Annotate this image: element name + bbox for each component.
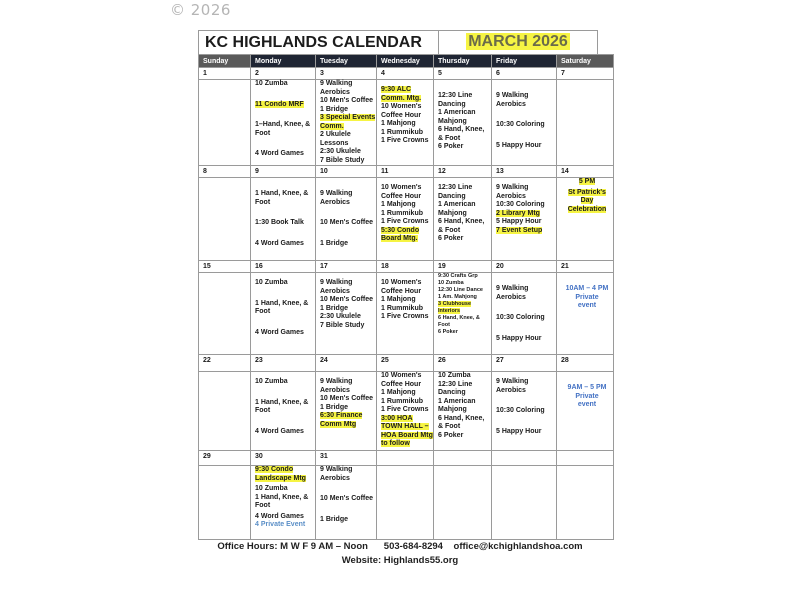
event-item: 1 American Mahjong [438, 201, 476, 217]
date-cell: 11 [377, 166, 434, 178]
event-item-highlighted: 2 Library Mtg [496, 209, 540, 217]
events-row [199, 372, 614, 451]
event-item: 1 Am. Mahjong [438, 294, 477, 300]
event-item: 1 Bridge [320, 515, 349, 523]
date-cell: 23 [251, 355, 316, 372]
day-events [377, 80, 434, 166]
event-item: 1 Bridge [320, 239, 349, 247]
copyright-watermark: © 2026 [170, 1, 231, 19]
day-events [492, 273, 557, 355]
event-item: 1 Hand, Knee, & Foot [255, 398, 309, 414]
event-item: 1 Hand, Knee, & Foot [255, 190, 309, 206]
date-cell: 2 [251, 68, 316, 80]
email-address[interactable]: office@kchighlandshoa.com [453, 541, 583, 552]
event-item: 9:30 Crafts Grp [438, 273, 478, 279]
event-item: 10 Men's Coffee [320, 495, 374, 502]
event-item: 5 Happy Hour [496, 141, 542, 149]
calendar-title: KC HIGHLANDS CALENDAR [199, 31, 439, 54]
event-item: 10 Zumba [255, 279, 288, 286]
event-item: 1 Bridge [320, 304, 349, 312]
event-item: 9 Walking Aerobics [496, 378, 529, 394]
phone-number: 503-684-8294 [383, 541, 443, 552]
event-item: 5 Happy Hour [496, 218, 542, 225]
event-item-highlighted: St Patrick's Day Celebration [567, 188, 607, 213]
day-events [199, 178, 251, 261]
event-item: 4 Word Games [255, 150, 304, 157]
event-item: 1 Hand, Knee, & Foot [255, 493, 309, 509]
header-tuesday: Tuesday [316, 55, 377, 68]
event-item: 12:30 Line Dancing [438, 380, 473, 396]
header-wednesday: Wednesday [377, 55, 434, 68]
event-item: 6 Hand, Knee, & Foot [438, 315, 480, 328]
event-item: 4 Word Games [255, 427, 304, 435]
day-events [316, 178, 377, 261]
event-item: 1 Mahjong [381, 296, 416, 303]
date-cell: 22 [199, 355, 251, 372]
events-row [199, 178, 614, 261]
event-item: 10 Zumba [255, 485, 288, 492]
event-item: 1 Rummikub [381, 128, 424, 136]
event-item: 9 Walking Aerobics [320, 80, 353, 96]
date-cell: 16 [251, 261, 316, 273]
date-cell: 6 [492, 68, 557, 80]
event-item: 5 Happy Hour [496, 427, 542, 435]
date-cell: 18 [377, 261, 434, 273]
event-item: 10 Women's Coffee Hour [381, 184, 422, 200]
event-item: 6 Poker [438, 329, 458, 335]
day-events [199, 273, 251, 355]
event-time-highlighted: 5 PM [578, 178, 596, 185]
event-item: 2:30 Ukulele [320, 148, 361, 155]
event-item: 1 Bridge [320, 403, 349, 411]
event-item: 1 Bridge [320, 105, 349, 113]
day-events [377, 466, 434, 540]
event-item: 1 Hand, Knee, & Foot [255, 299, 309, 315]
event-item: 12:30 Line Dancing [438, 92, 473, 108]
event-item: 1 Rummikub [381, 397, 424, 405]
date-cell: 28 [557, 355, 614, 372]
day-events [316, 80, 377, 166]
day-events [377, 178, 434, 261]
private-event-label: Private event [575, 392, 599, 408]
event-item: 9 Walking Aerobics [320, 466, 353, 482]
date-cell [434, 451, 492, 466]
event-item: 10:30 Coloring [496, 314, 545, 321]
date-cell: 15 [199, 261, 251, 273]
day-events [434, 80, 492, 166]
date-row [199, 68, 614, 80]
date-cell: 20 [492, 261, 557, 273]
day-events [316, 273, 377, 355]
event-item: 9 Walking Aerobics [496, 184, 529, 200]
event-item: 1–Hand, Knee, & Foot [255, 121, 311, 137]
private-event-item: 4 Private Event [255, 521, 306, 528]
private-event-label: Private event [575, 293, 599, 309]
day-events [434, 466, 492, 540]
day-events [557, 466, 614, 540]
day-events [377, 372, 434, 451]
date-cell: 8 [199, 166, 251, 178]
event-item: 6 Poker [438, 143, 464, 150]
date-row [199, 355, 614, 372]
date-cell: 9 [251, 166, 316, 178]
event-item-highlighted: 3 Clubhouse Interiors [438, 301, 472, 314]
event-item: 10 Zumba [255, 80, 288, 87]
event-item: 6 Hand, Knee, & Foot [438, 218, 485, 234]
date-cell: 12 [434, 166, 492, 178]
office-hours: Office Hours: M W F 9 AM – Noon [217, 541, 368, 552]
day-events [316, 372, 377, 451]
event-item: 9 Walking Aerobics [496, 92, 529, 108]
event-item: 10 Zumba [438, 280, 464, 286]
event-item-highlighted: 3 Special Events Comm. [320, 114, 376, 130]
date-row [199, 261, 614, 273]
day-events [251, 372, 316, 451]
event-item: 1 Five Crowns [381, 313, 429, 320]
day-events [434, 273, 492, 355]
event-item: 1 Mahjong [381, 120, 416, 127]
day-events [492, 466, 557, 540]
weekday-header-row [199, 55, 614, 68]
month-label: MARCH 2026 [468, 33, 568, 50]
events-row [199, 466, 614, 540]
day-events [377, 273, 434, 355]
event-item: 10 Women's Coffee Hour [381, 103, 422, 119]
calendar-grid [198, 54, 614, 540]
event-item: 9 Walking Aerobics [320, 279, 353, 295]
day-events [557, 273, 614, 355]
date-cell: 5 [434, 68, 492, 80]
date-cell: 24 [316, 355, 377, 372]
month-title [439, 31, 597, 54]
event-item-highlighted: 3:00 HOA TOWN HALL – HOA Board Mtg to follow [381, 414, 433, 447]
date-cell: 21 [557, 261, 614, 273]
footer-contact-line [0, 541, 800, 552]
footer-website[interactable]: Website: Highlands55.org [341, 555, 459, 566]
day-events [316, 466, 377, 540]
day-events [251, 273, 316, 355]
day-events [492, 372, 557, 451]
date-cell: 30 [251, 451, 316, 466]
date-row [199, 166, 614, 178]
header-friday: Friday [492, 55, 557, 68]
header-monday: Monday [251, 55, 316, 68]
event-item: 2 Ukulele Lessons [320, 131, 351, 147]
date-cell: 31 [316, 451, 377, 466]
event-item: 6 Hand, Knee, & Foot [438, 414, 485, 430]
header-saturday: Saturday [557, 55, 614, 68]
day-events [251, 178, 316, 261]
event-item: 10 Men's Coffee [320, 395, 374, 402]
event-item: 6 Poker [438, 431, 464, 439]
private-event-time: 9AM – 5 PM [567, 384, 607, 391]
event-item: 1 Rummikub [381, 304, 424, 312]
date-cell: 7 [557, 68, 614, 80]
event-item: 1 Five Crowns [381, 137, 429, 144]
calendar-title-box [198, 30, 598, 54]
date-cell: 14 [557, 166, 614, 178]
event-item: 6 Poker [438, 235, 464, 242]
event-item: 10 Women's Coffee Hour [381, 372, 422, 388]
event-item: 1 Five Crowns [381, 406, 429, 413]
day-events [557, 178, 614, 261]
date-cell: 19 [434, 261, 492, 273]
date-cell: 25 [377, 355, 434, 372]
event-item: 1 Mahjong [381, 389, 416, 396]
day-events [557, 80, 614, 166]
event-item: 10:30 Coloring [496, 121, 545, 128]
date-cell: 17 [316, 261, 377, 273]
event-item: 1 Mahjong [381, 201, 416, 208]
date-cell: 1 [199, 68, 251, 80]
day-events [199, 466, 251, 540]
events-row [199, 273, 614, 355]
event-item-highlighted: 5:30 Condo Board Mtg. [381, 226, 420, 242]
event-item: 10:30 Coloring [496, 407, 545, 414]
event-item: 1:30 Book Talk [255, 219, 304, 226]
event-item: 4 Word Games [255, 239, 304, 247]
date-cell: 13 [492, 166, 557, 178]
day-events [557, 372, 614, 451]
event-item: 4 Word Games [255, 512, 304, 520]
event-item-highlighted: 7 Event Setup [496, 226, 543, 234]
header-sunday: Sunday [199, 55, 251, 68]
day-events [492, 80, 557, 166]
date-cell: 29 [199, 451, 251, 466]
date-cell [492, 451, 557, 466]
private-event-time: 10AM – 4 PM [565, 285, 609, 292]
day-events [251, 80, 316, 166]
event-item: 4 Word Games [255, 328, 304, 336]
event-item: 12:30 Line Dance [438, 287, 483, 293]
event-item: 9 Walking Aerobics [496, 285, 529, 301]
event-item: 10 Men's Coffee [320, 219, 374, 226]
event-item: 1 Five Crowns [381, 218, 429, 225]
event-item: 7 Bible Study [320, 321, 365, 329]
date-row [199, 451, 614, 466]
event-item-highlighted: 9:30 ALC Comm. Mtg. [381, 86, 422, 102]
day-events [434, 178, 492, 261]
day-events [492, 178, 557, 261]
event-item: 5 Happy Hour [496, 334, 542, 342]
header-thursday: Thursday [434, 55, 492, 68]
day-events [434, 372, 492, 451]
date-cell [557, 451, 614, 466]
event-item: 2:30 Ukulele [320, 313, 361, 320]
day-events [199, 80, 251, 166]
date-cell [377, 451, 434, 466]
event-item-highlighted: 11 Condo MRF [255, 100, 304, 108]
event-item: 10 Women's Coffee Hour [381, 279, 422, 295]
event-item: 6 Hand, Knee, & Foot [438, 126, 485, 142]
event-item-highlighted: 9:30 Condo Landscape Mtg [255, 466, 306, 482]
event-item: 10 Men's Coffee [320, 97, 374, 104]
event-item: 9 Walking Aerobics [320, 378, 353, 394]
event-item-highlighted: 6:30 Finance Comm Mtg [320, 412, 363, 428]
event-item: 10 Zumba [438, 372, 471, 379]
event-item: 1 American Mahjong [438, 109, 476, 125]
date-cell: 3 [316, 68, 377, 80]
day-events [199, 372, 251, 451]
event-item: 1 Rummikub [381, 209, 424, 217]
date-cell: 10 [316, 166, 377, 178]
event-item: 12:30 Line Dancing [438, 184, 473, 200]
event-item: 10 Zumba [255, 378, 288, 385]
event-item: 9 Walking Aerobics [320, 190, 353, 206]
event-item: 10:30 Coloring [496, 201, 545, 208]
event-item: 10 Men's Coffee [320, 296, 374, 303]
event-item: 7 Bible Study [320, 156, 365, 164]
date-cell: 4 [377, 68, 434, 80]
events-row [199, 80, 614, 166]
date-cell: 27 [492, 355, 557, 372]
event-item: 1 American Mahjong [438, 397, 476, 413]
date-cell: 26 [434, 355, 492, 372]
day-events [251, 466, 316, 540]
